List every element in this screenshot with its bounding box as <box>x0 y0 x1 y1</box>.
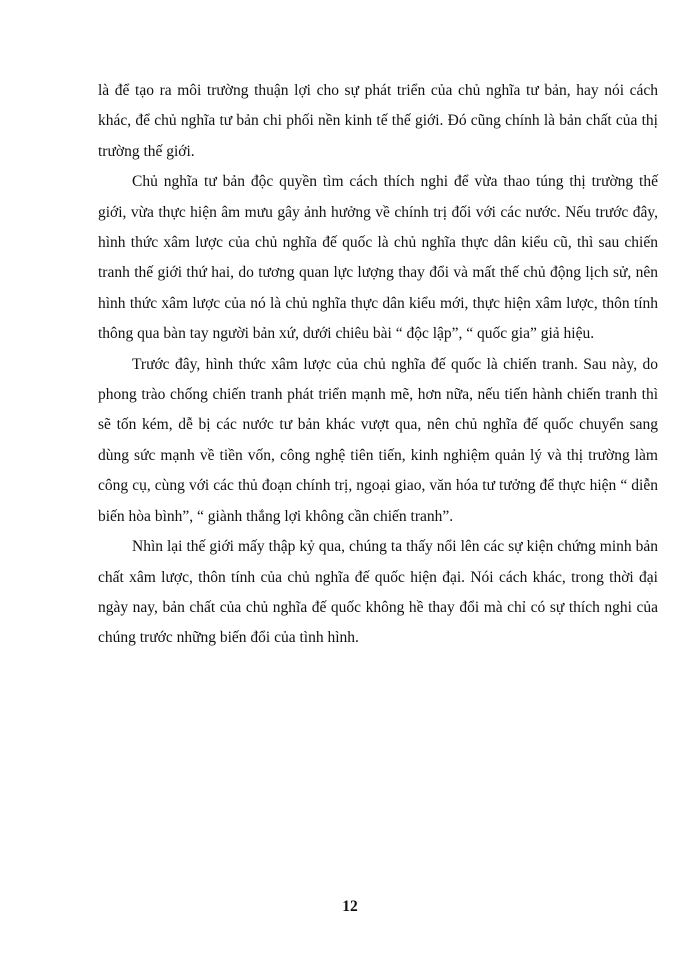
page-body <box>98 76 658 654</box>
paragraph-1: là để tạo ra môi trường thuận lợi cho sự phát triển của chủ nghĩa tư bản, hay nói cách khác, để chủ nghĩa tư bản chi phối nền kinh tế thế giới. Đó cũng chính là bản chất của thị trường thế giới. <box>98 82 658 160</box>
page-number: 12 <box>342 898 358 915</box>
paragraph-4: Nhìn lại thế giới mấy thập kỷ qua, chúng ta thấy nổi lên các sự kiện chứng minh bản chất xâm lược, thôn tính của chủ nghĩa đế quốc hiện đại. Nói cách khác, trong thời đại ngày nay, bản chất của chủ nghĩa đế quốc không hề thay đổi mà chỉ có sự thích nghi của chúng trước những biến đổi của tình hình. <box>98 538 658 647</box>
paragraph-2: Chủ nghĩa tư bản độc quyền tìm cách thích nghi để vừa thao túng thị trường thế giới, vừa thực hiện âm mưu gây ảnh hưởng về chính trị đối với các nước. Nếu trước đây, hình thức xâm lược của chủ nghĩa đế quốc là chủ nghĩa thực dân kiểu cũ, thì sau chiến tranh thế giới thứ hai, do tương quan lực lượng thay đổi và mất thế chủ động lịch sử, nên hình thức xâm lược của nó là chủ nghĩa thực dân kiểu mới, thực hiện xâm lược, thôn tính thông qua bàn tay người bản xứ, dưới chiêu bài “ độc lập”, “ quốc gia” giả hiệu. <box>98 173 658 343</box>
paragraph-3: Trước đây, hình thức xâm lược của chủ nghĩa đế quốc là chiến tranh. Sau này, do phong trào chống chiến tranh phát triển mạnh mẽ, hơn nữa, nếu tiến hành chiến tranh thì sẽ tốn kém, dễ bị các nước tư bản khác vượt qua, nên chủ nghĩa đế quốc chuyển sang dùng sức mạnh về tiền vốn, công nghệ tiên tiến, kinh nghiệm quản lý và thị trường làm công cụ, cùng với các thủ đoạn chính trị, ngoại giao, văn hóa tư tưởng để thực hiện “ diễn biến hòa bình”, “ giành thắng lợi không cần chiến tranh”. <box>98 355 658 525</box>
